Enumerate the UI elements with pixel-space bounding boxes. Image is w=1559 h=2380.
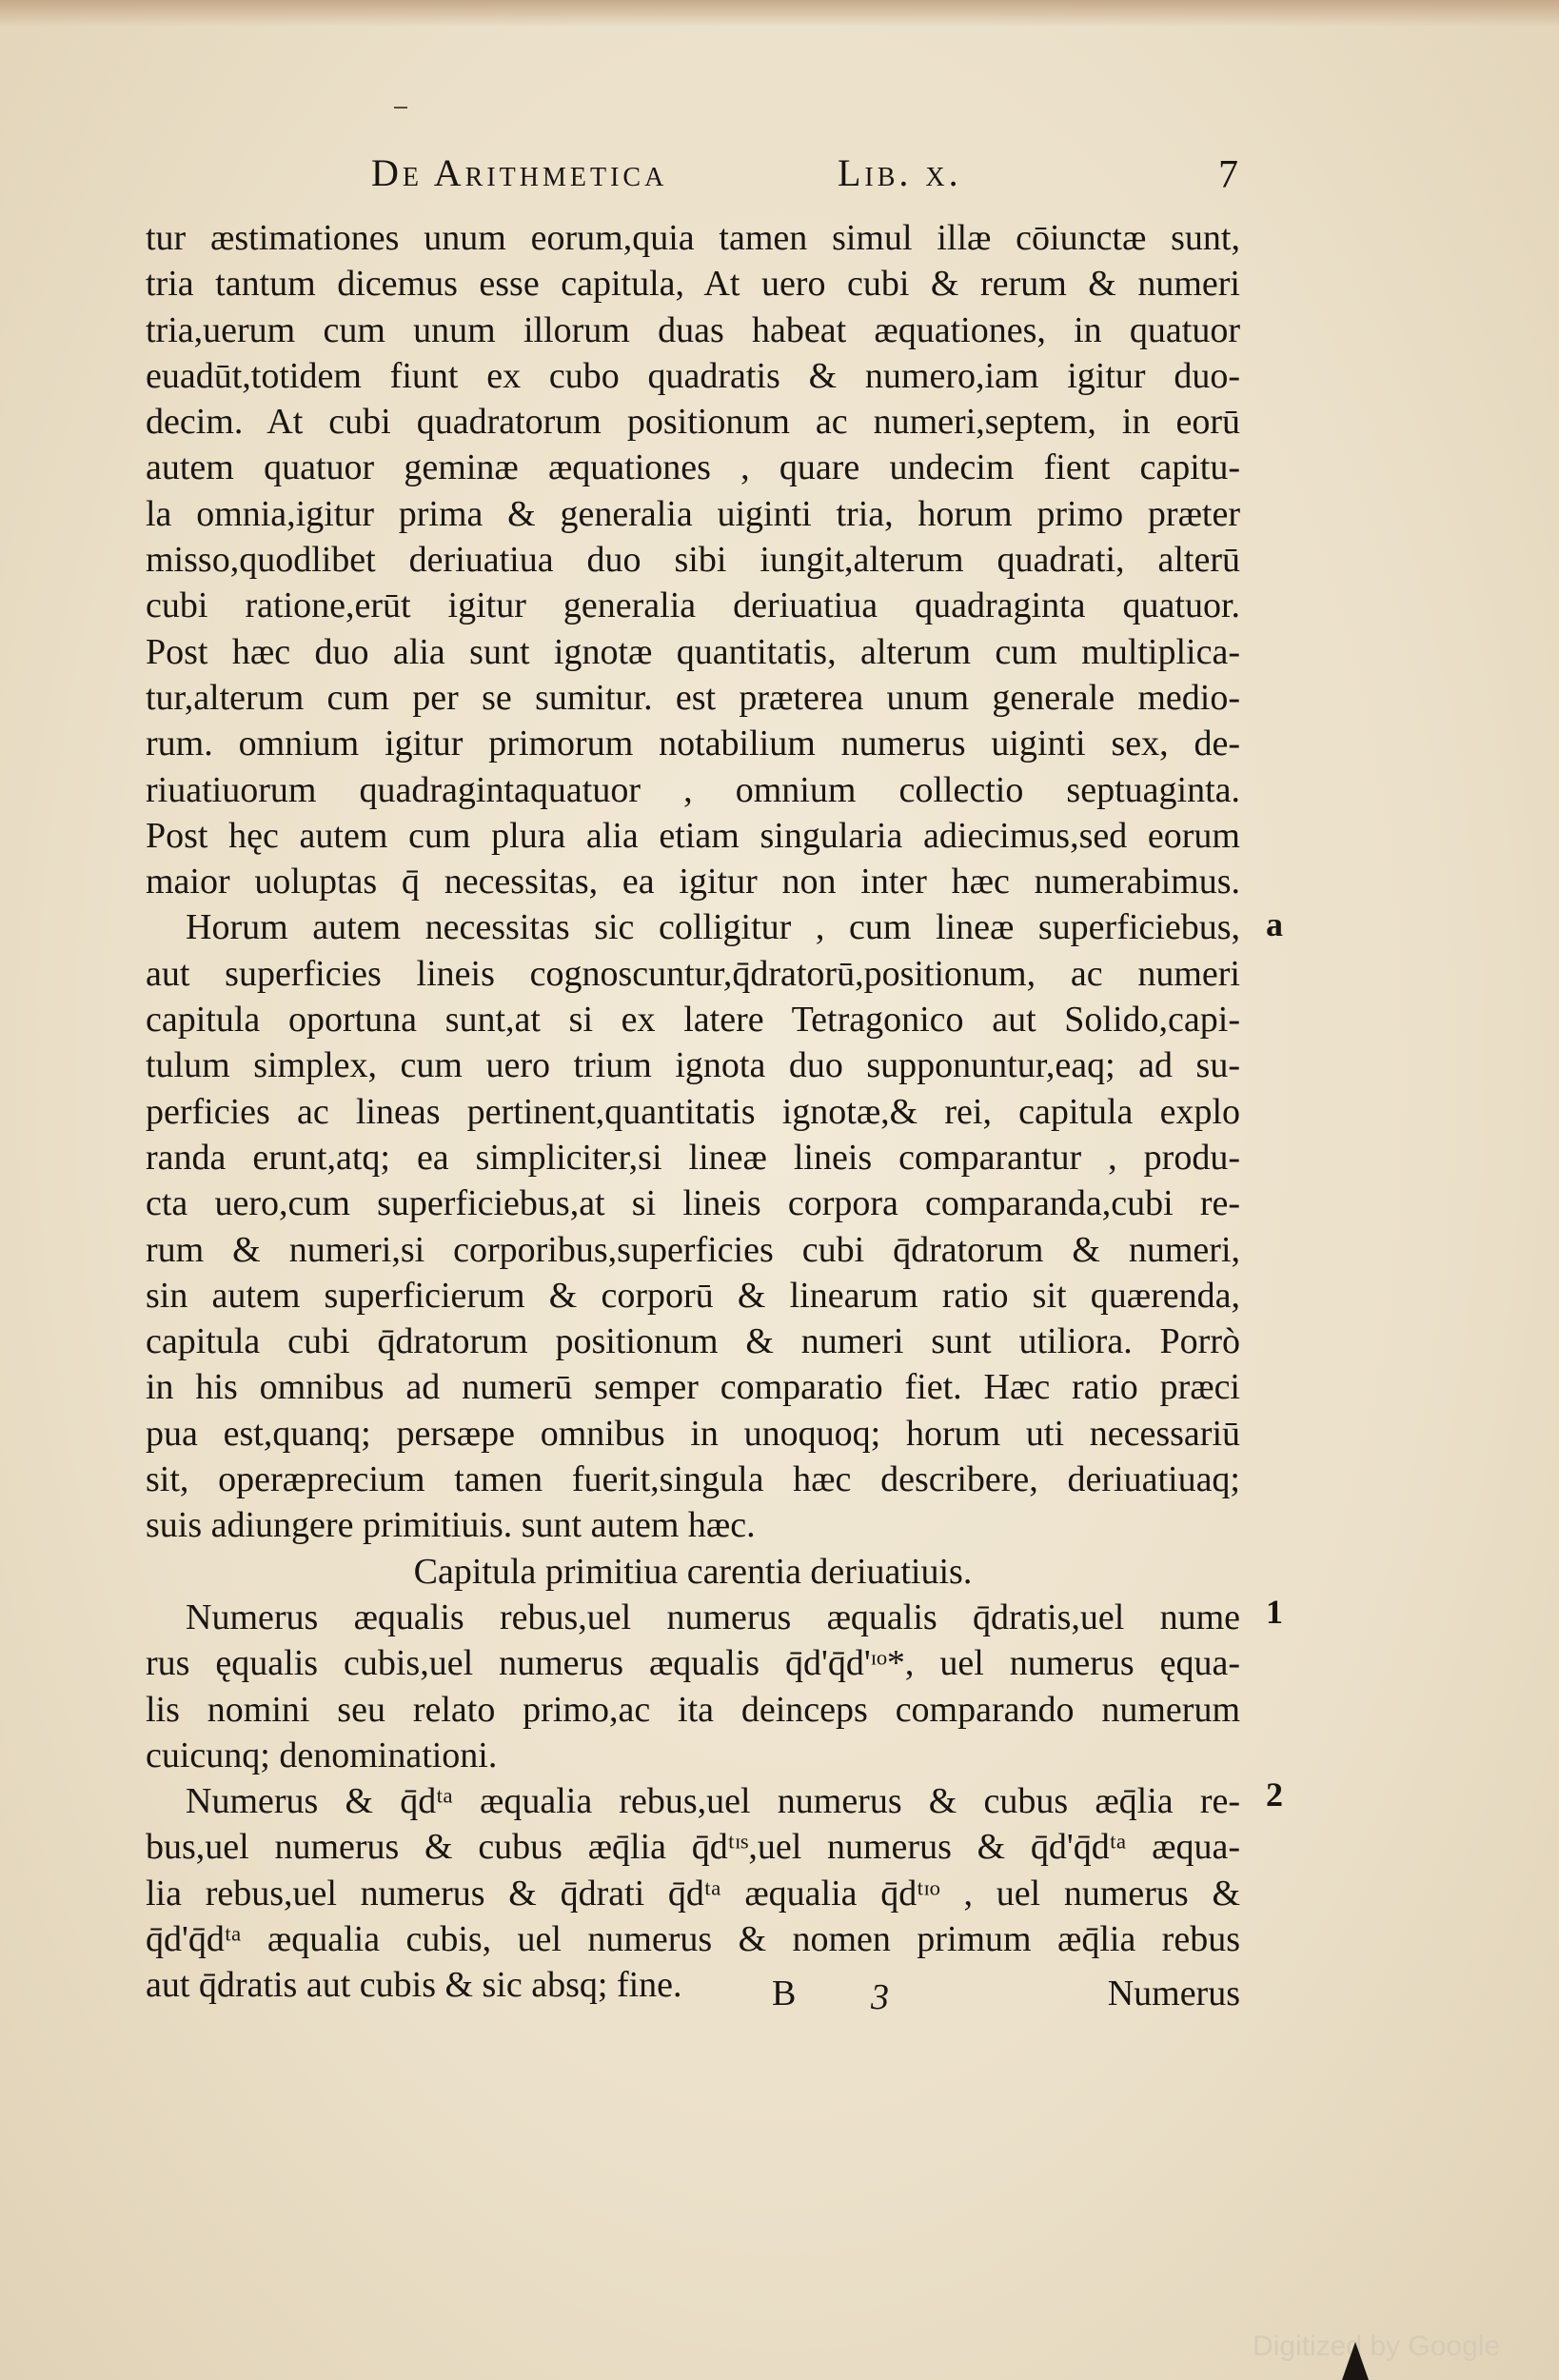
page-footer [146, 1973, 1240, 2020]
text-line: lis nomini seu relato primo,ac ita deinceps comparando numerum [146, 1689, 1240, 1730]
text-line: tur æstimationes unum eorum,quia tamen simul illæ cōiunctæ sunt, [146, 218, 1240, 258]
section-heading: Capitula primitiua carentia deriuatiuis. [413, 1551, 973, 1592]
text-line: tulum simplex, cum uero trium ignota duo supponuntur,eaq; ad su- [146, 1045, 1240, 1086]
text-line: Post hęc autem cum plura alia etiam singularia adiecimus,sed eorum [146, 815, 1240, 856]
text-line: lia rebus,uel numerus & q̄drati q̄dᵗᵃ æqualia q̄dᵗᶦᵒ , uel numerus & [146, 1873, 1240, 1914]
text-line: perficies ac lineas pertinent,quantitatis ignotæ,& rei, capitula explo [146, 1091, 1240, 1132]
text-line: misso,quodlibet deriuatiua duo sibi iungit,alterum quadrati, alterū [146, 540, 1240, 581]
catchword: Numerus [1107, 1973, 1240, 2013]
text-line: bus,uel numerus & cubus æq̄lia q̄dᵗᶦˢ,uel numerus & q̄d'q̄dᵗᵃ æqua- [146, 1827, 1240, 1868]
paragraph-start-line: Horum autem necessitas sic colligitur , cum lineæ superficiebus, [186, 907, 1240, 948]
text-line: in his omnibus ad numerū semper comparatio fiet. Hæc ratio præci [146, 1367, 1240, 1408]
text-line: sit, operæprecium tamen fuerit,singula hæc describere, deriuatiuaq; [146, 1459, 1240, 1500]
text-line: tur,alterum cum per se sumitur. est præterea unum generale medio- [146, 677, 1240, 718]
text-line: capitula cubi q̄dratorum positionum & numeri sunt utiliora. Porrò [146, 1321, 1240, 1362]
text-line: riuatiuorum quadragintaquatuor , omnium collectio septuaginta. [146, 769, 1240, 810]
text-line: la omnia,igitur prima & generalia uiginti tria, horum primo præter [146, 493, 1240, 534]
text-line: rum. omnium igitur primorum notabilium numerus uiginti sex, de- [146, 724, 1240, 764]
text-line: aut superficies lineis cognoscuntur,q̄dratorū,positionum, ac numeri [146, 953, 1240, 994]
text-line: euadūt,totidem fiunt ex cubo quadratis & numero,iam igitur duo- [146, 355, 1240, 396]
text-line: tria,uerum cum unum illorum duas habeat æquationes, in quatuor [146, 309, 1240, 350]
running-head [371, 150, 1323, 208]
digitization-watermark: Digitized by Google [1253, 2330, 1501, 2362]
text-line: aut q̄dratis aut cubis & sic absq; fine. [146, 1965, 682, 2006]
running-head-book: Lib. x. [838, 151, 962, 194]
text-line: sin autem superficierum & corporū & linearum ratio sit quærenda, [146, 1275, 1240, 1316]
text-line: Post hæc duo alia sunt ignotæ quantitatis, alterum cum multiplica- [146, 631, 1240, 672]
text-line: pua est,quanq; persæpe omnibus in unoquoq; horum uti necessariū [146, 1413, 1240, 1454]
page-corner-mark [1342, 2342, 1369, 2380]
paragraph-start-line: Numerus & q̄dᵗᵃ æqualia rebus,uel numerus & cubus æq̄lia re- [186, 1781, 1240, 1822]
signature-number: 3 [871, 1977, 889, 2017]
body-text [146, 215, 1240, 2009]
text-line: autem quatuor geminæ æquationes , quare undecim fient capitu- [146, 447, 1240, 488]
text-line: tria tantum dicemus esse capitula, At uero cubi & rerum & numeri [146, 264, 1240, 305]
text-line: decim. At cubi quadratorum positionum ac numeri,septem, in eorū [146, 402, 1240, 443]
signature-mark: B [772, 1973, 797, 2013]
ink-mark [394, 107, 407, 109]
text-line: cuicunq; denominationi. [146, 1735, 498, 1775]
text-line: cta uero,cum superficiebus,at si lineis corpora comparanda,cubi re- [146, 1183, 1240, 1224]
page-number: 7 [1218, 153, 1242, 197]
text-line: maior uoluptas q̄ necessitas, ea igitur non inter hæc numerabimus. [146, 862, 1240, 902]
text-line: cubi ratione,erūt igitur generalia deriuatiua quadraginta quatuor. [146, 585, 1240, 626]
margin-note-2: 2 [1266, 1775, 1283, 1814]
page-edge-shade [0, 0, 1559, 27]
margin-note-a: a [1266, 905, 1283, 943]
text-line: rum & numeri,si corporibus,superficies cubi q̄dratorum & numeri, [146, 1229, 1240, 1270]
text-line: rus ęqualis cubis,uel numerus æqualis q̄d'q̄d'ᶦᵒ*, uel numerus ęqua- [146, 1643, 1240, 1684]
text-line: suis adiungere primitiuis. sunt autem hæc. [146, 1505, 756, 1546]
text-line: capitula oportuna sunt,at si ex latere Tetragonico aut Solido,capi- [146, 1000, 1240, 1041]
running-head-title: De Arithmetica [371, 151, 668, 194]
text-line: q̄d'q̄dᵗᵃ æqualia cubis, uel numerus & nomen primum æq̄lia rebus [146, 1918, 1240, 1959]
margin-note-1: 1 [1266, 1593, 1283, 1631]
paragraph-start-line: Numerus æqualis rebus,uel numerus æqualis q̄dratis,uel nume [186, 1597, 1240, 1637]
text-line: randa erunt,atq; ea simpliciter,si lineæ lineis comparantur , produ- [146, 1137, 1240, 1178]
